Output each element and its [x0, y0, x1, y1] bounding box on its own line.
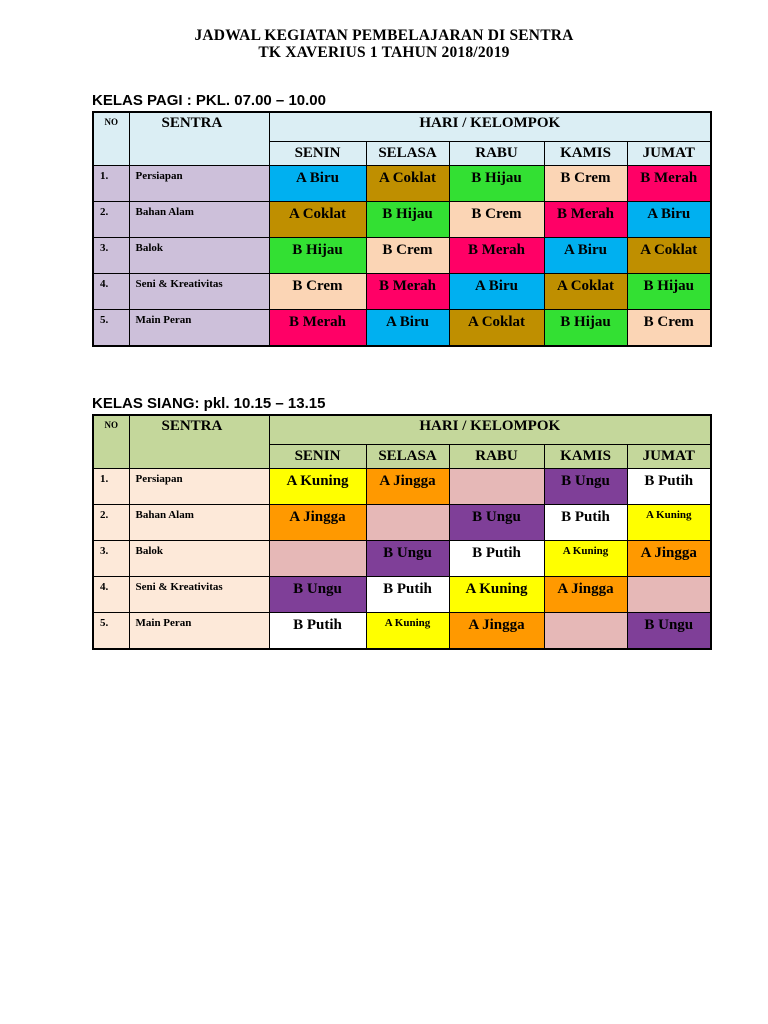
group-cell — [627, 577, 711, 613]
group-cell — [366, 505, 449, 541]
header-row — [93, 112, 711, 142]
group-cell: A Biru — [449, 274, 544, 310]
group-cell: A Biru — [269, 166, 366, 202]
group-cell: A Coklat — [449, 310, 544, 347]
row-number: 3. — [93, 238, 129, 274]
group-cell: A Kuning — [269, 469, 366, 505]
hari-kelompok-header: HARI / KELOMPOK — [269, 415, 711, 445]
group-cell: B Merah — [269, 310, 366, 347]
table-row — [93, 613, 711, 650]
group-cell: B Putih — [544, 505, 627, 541]
table-row — [93, 541, 711, 577]
group-cell: B Ungu — [627, 613, 711, 650]
group-cell: B Ungu — [544, 469, 627, 505]
group-cell: A Coklat — [269, 202, 366, 238]
group-cell: B Crem — [627, 310, 711, 347]
table-row — [93, 166, 711, 202]
row-number: 4. — [93, 274, 129, 310]
day-header-rabu: RABU — [449, 142, 544, 166]
table-row — [93, 310, 711, 347]
sentra-name: Bahan Alam — [129, 202, 269, 238]
group-cell: B Crem — [269, 274, 366, 310]
group-cell — [544, 613, 627, 650]
row-number: 3. — [93, 541, 129, 577]
table-row — [93, 202, 711, 238]
group-cell — [269, 541, 366, 577]
sentra-name: Seni & Kreativitas — [129, 274, 269, 310]
group-cell: A Coklat — [544, 274, 627, 310]
group-cell: B Hijau — [627, 274, 711, 310]
sentra-name: Main Peran — [129, 310, 269, 347]
row-number: 1. — [93, 469, 129, 505]
document-title: JADWAL KEGIATAN PEMBELAJARAN DI SENTRA — [194, 27, 574, 44]
table-row — [93, 274, 711, 310]
group-cell: B Merah — [366, 274, 449, 310]
no-header: NO — [93, 415, 129, 469]
no-header: NO — [93, 112, 129, 166]
group-cell: B Crem — [449, 202, 544, 238]
group-cell: B Merah — [627, 166, 711, 202]
group-cell: A Kuning — [627, 505, 711, 541]
day-header-rabu: RABU — [449, 445, 544, 469]
group-cell: A Coklat — [366, 166, 449, 202]
table-row — [93, 577, 711, 613]
group-cell: B Merah — [544, 202, 627, 238]
day-header-jumat: JUMAT — [627, 445, 711, 469]
row-number: 5. — [93, 310, 129, 347]
group-cell: A Jingga — [449, 613, 544, 650]
siang-class-heading: KELAS SIANG: pkl. 10.15 – 13.15 — [92, 395, 326, 412]
group-cell: A Biru — [627, 202, 711, 238]
sentra-name: Balok — [129, 238, 269, 274]
sentra-name: Bahan Alam — [129, 505, 269, 541]
group-cell: A Jingga — [269, 505, 366, 541]
row-number: 2. — [93, 202, 129, 238]
group-cell: A Kuning — [449, 577, 544, 613]
hari-kelompok-header: HARI / KELOMPOK — [269, 112, 711, 142]
row-number: 5. — [93, 613, 129, 650]
sentra-name: Balok — [129, 541, 269, 577]
pagi-schedule-table — [92, 111, 712, 347]
group-cell: A Jingga — [366, 469, 449, 505]
day-header-senin: SENIN — [269, 445, 366, 469]
row-number: 1. — [93, 166, 129, 202]
day-header-senin: SENIN — [269, 142, 366, 166]
row-number: 4. — [93, 577, 129, 613]
group-cell: B Hijau — [544, 310, 627, 347]
group-cell: B Ungu — [366, 541, 449, 577]
group-cell: B Hijau — [366, 202, 449, 238]
day-header-jumat: JUMAT — [627, 142, 711, 166]
day-header-kamis: KAMIS — [544, 142, 627, 166]
group-cell: B Putih — [627, 469, 711, 505]
group-cell: B Putih — [366, 577, 449, 613]
group-cell: B Hijau — [449, 166, 544, 202]
document-subtitle: TK XAVERIUS 1 TAHUN 2018/2019 — [258, 44, 510, 61]
group-cell: B Crem — [544, 166, 627, 202]
day-header-selasa: SELASA — [366, 445, 449, 469]
group-cell: B Ungu — [269, 577, 366, 613]
sentra-name: Main Peran — [129, 613, 269, 650]
group-cell: B Ungu — [449, 505, 544, 541]
group-cell — [449, 469, 544, 505]
table-row — [93, 238, 711, 274]
group-cell: B Hijau — [269, 238, 366, 274]
group-cell: A Kuning — [366, 613, 449, 650]
day-header-kamis: KAMIS — [544, 445, 627, 469]
group-cell: A Jingga — [627, 541, 711, 577]
siang-schedule-table — [92, 414, 712, 650]
group-cell: A Biru — [544, 238, 627, 274]
row-number: 2. — [93, 505, 129, 541]
header-row — [93, 415, 711, 445]
group-cell: A Kuning — [544, 541, 627, 577]
group-cell: B Merah — [449, 238, 544, 274]
sentra-name: Seni & Kreativitas — [129, 577, 269, 613]
group-cell: B Putih — [449, 541, 544, 577]
table-row — [93, 469, 711, 505]
table-row — [93, 505, 711, 541]
group-cell: B Putih — [269, 613, 366, 650]
group-cell: B Crem — [366, 238, 449, 274]
sentra-name: Persiapan — [129, 469, 269, 505]
group-cell: A Coklat — [627, 238, 711, 274]
sentra-header: SENTRA — [129, 415, 269, 469]
pagi-class-heading: KELAS PAGI : PKL. 07.00 – 10.00 — [92, 92, 326, 109]
group-cell: A Jingga — [544, 577, 627, 613]
sentra-name: Persiapan — [129, 166, 269, 202]
group-cell: A Biru — [366, 310, 449, 347]
sentra-header: SENTRA — [129, 112, 269, 166]
day-header-selasa: SELASA — [366, 142, 449, 166]
